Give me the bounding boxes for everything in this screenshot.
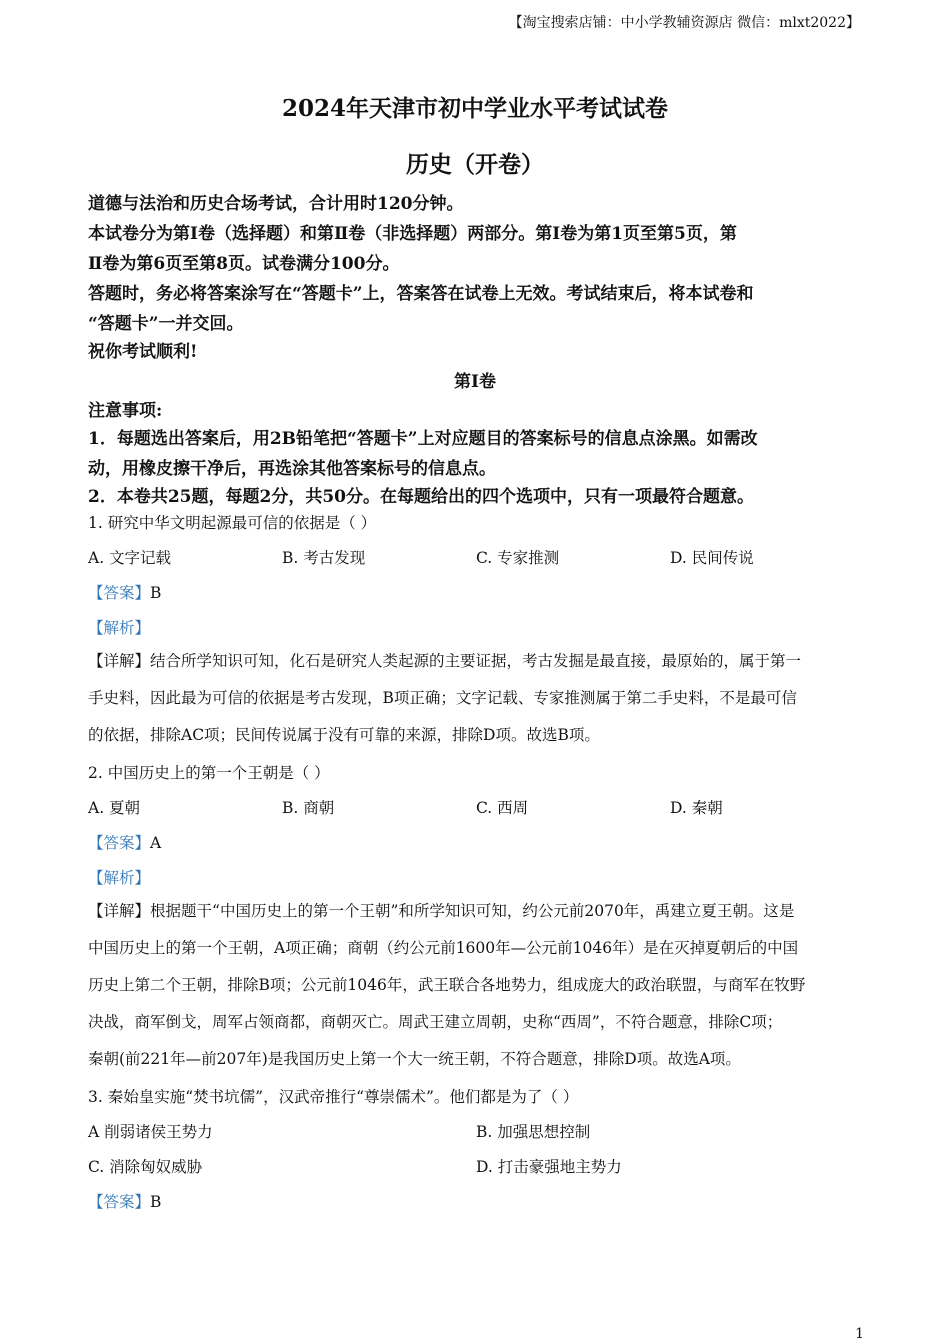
notice-line: 动，用橡皮擦干净后，再选涂其他答案标号的信息点。: [88, 459, 496, 479]
detail-line: 秦朝(前221年—前207年)是我国历史上第一个大一统王朝，不符合题意，排除D项。故选A项。: [88, 1050, 741, 1068]
option-a: A. 夏朝: [88, 799, 141, 817]
detail-line: 历史上第二个王朝，排除B项；公元前1046年，武王联合各地势力，组成庞大的政治联盟，与商军在牧野: [88, 976, 806, 994]
answer-value: A: [150, 834, 162, 852]
detail-line: 【详解】根据题干“中国历史上的第一个王朝”和所学知识可知，约公元前2070年，禹建立夏王朝。这是: [88, 902, 795, 920]
option-a: A 削弱诸侯王势力: [88, 1123, 213, 1141]
answer-value: B: [150, 584, 162, 602]
detail-line: 的依据，排除AC项；民间传说属于没有可靠的来源，排除D项。故选B项。: [88, 726, 600, 744]
question-stem: 1. 研究中华文明起源最可信的依据是（ ）: [88, 514, 377, 532]
intro-line: Ⅱ卷为第6页至第8页。试卷满分100分。: [88, 254, 400, 274]
notice-line: 2．本卷共25题，每题2分，共50分。在每题给出的四个选项中，只有一项最符合题意。: [88, 487, 754, 507]
answer-row: [88, 1190, 161, 1212]
analysis-label: 【解析】: [88, 619, 151, 637]
detail-line: 【详解】结合所学知识可知，化石是研究人类起源的主要证据，考古发掘是最直接，最原始的，属于第一: [88, 652, 802, 670]
page-number: 1: [855, 1326, 864, 1342]
detail-line: 决战，商军倒戈，周军占领商都，商朝灭亡。周武王建立周朝，史称“西周”，不符合题意，排除C项；: [88, 1013, 783, 1031]
option-c: C. 专家推测: [476, 549, 560, 567]
detail-label: 【详解】: [88, 902, 151, 920]
option-a: A. 文字记载: [88, 549, 172, 567]
answer-value: B: [150, 1193, 162, 1211]
option-b: B. 商朝: [282, 799, 335, 817]
notice-heading: 注意事项:: [88, 401, 163, 421]
answer-label: 【答案】: [88, 1193, 151, 1211]
detail-paragraph: [88, 643, 864, 754]
answer-row: [88, 831, 161, 853]
option-c: C. 消除匈奴威胁: [88, 1158, 203, 1176]
option-d: D. 打击豪强地主势力: [476, 1158, 622, 1176]
intro-line: 祝你考试顺利!: [88, 342, 198, 362]
intro-line: 道德与法治和历史合场考试，合计用时120分钟。: [88, 194, 464, 214]
answer-label: 【答案】: [88, 584, 151, 602]
analysis-label: 【解析】: [88, 869, 151, 887]
header-note: 【淘宝搜索店铺：中小学教辅资源店 微信：mlxt2022】: [508, 15, 860, 31]
answer-row: [88, 581, 161, 603]
detail-line: 中国历史上的第一个王朝，A项正确；商朝（约公元前1600年—公元前1046年）是在灭掉夏朝后的中国: [88, 939, 799, 957]
intro-line: “答题卡”一并交回。: [88, 314, 244, 334]
volume-title: 第Ⅰ卷: [454, 372, 496, 392]
exam-subtitle: 历史（开卷）: [406, 151, 544, 178]
option-d: D. 民间传说: [670, 549, 754, 567]
option-b: B. 考古发现: [282, 549, 366, 567]
detail-line: 手史料，因此最为可信的依据是考古发现，B项正确；文字记载、专家推测属于第二手史料，不是最可信: [88, 689, 797, 707]
answer-label: 【答案】: [88, 834, 151, 852]
intro-line: 本试卷分为第Ⅰ卷（选择题）和第Ⅱ卷（非选择题）两部分。第Ⅰ卷为第1页至第5页，第: [88, 224, 737, 244]
notice-line: 1．每题选出答案后，用2B铅笔把“答题卡”上对应题目的答案标号的信息点涂黑。如需改: [88, 429, 758, 449]
option-b: B. 加强思想控制: [476, 1123, 591, 1141]
question-stem: 3. 秦始皇实施“焚书坑儒”，汉武帝推行“尊崇儒术”。他们都是为了（ ）: [88, 1088, 579, 1106]
option-c: C. 西周: [476, 799, 529, 817]
option-d: D. 秦朝: [670, 799, 723, 817]
detail-paragraph: [88, 893, 864, 1078]
intro-line: 答题时，务必将答案涂写在“答题卡”上，答案答在试卷上无效。考试结束后，将本试卷和: [88, 284, 754, 304]
exam-title: 2024年天津市初中学业水平考试试卷: [281, 95, 668, 122]
question-stem: 2. 中国历史上的第一个王朝是（ ）: [88, 764, 330, 782]
detail-label: 【详解】: [88, 652, 151, 670]
